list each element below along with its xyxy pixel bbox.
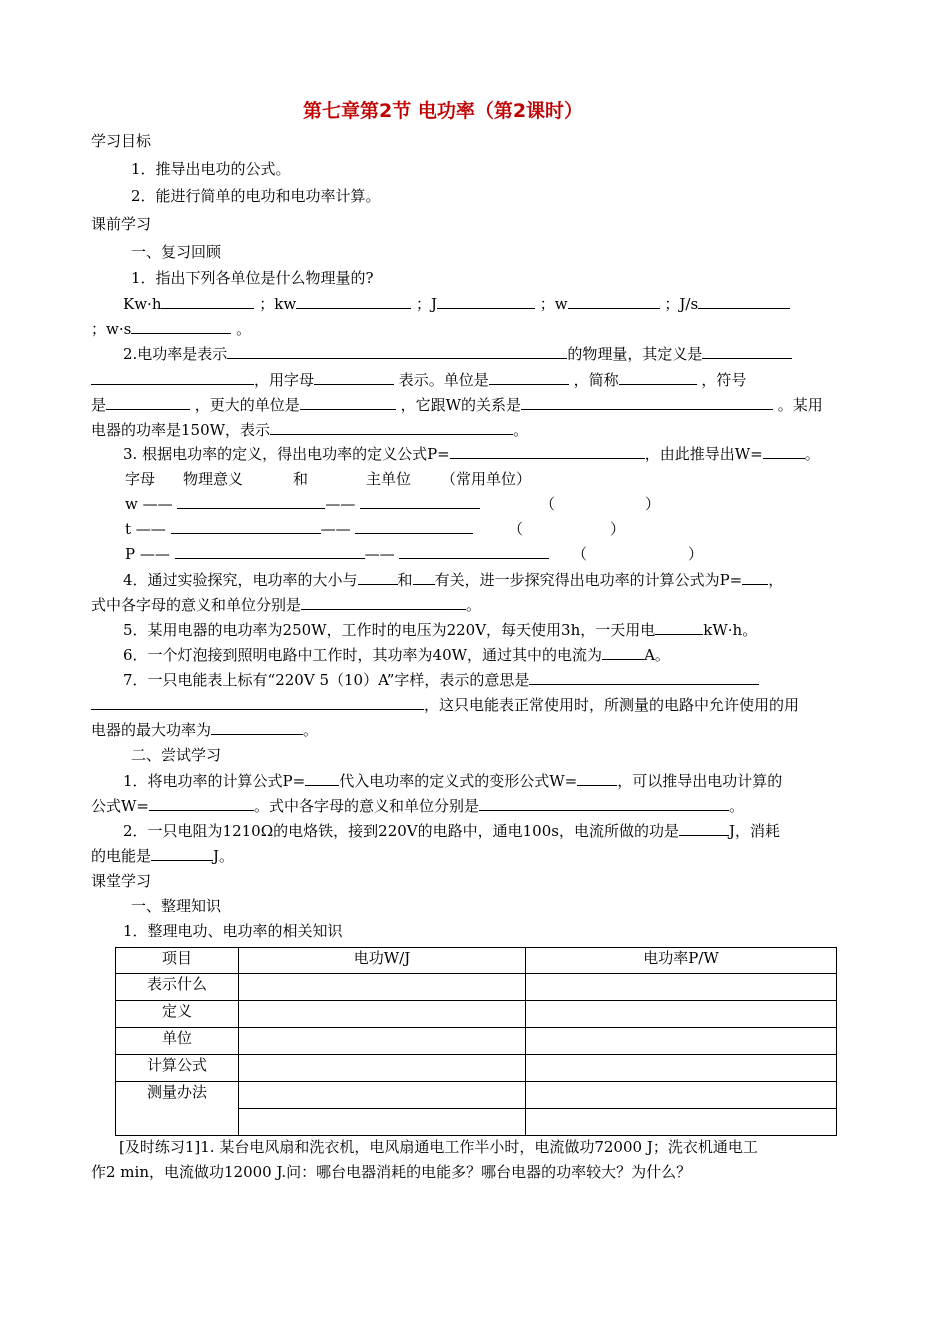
question-7-line-2: ，这只电能表正常使用时，所测量的电路中允许使用的用: [91, 695, 799, 715]
try-2-line-2: 的电能是 J。: [91, 847, 235, 865]
question-7-line-3: 电器的最大功率为 。: [91, 721, 319, 739]
blank[interactable]: [698, 294, 790, 309]
units-line: [123, 294, 790, 314]
blank[interactable]: [577, 771, 617, 786]
table-header: 项目: [116, 948, 239, 974]
unit-js: ；J/s: [664, 295, 699, 313]
blank[interactable]: [270, 420, 513, 435]
page-title: 第七章第2节 电功率（第2课时）: [303, 100, 584, 122]
question-1: 1．指出下列各单位是什么物理量的?: [131, 269, 374, 287]
question-2-line-2: ，用字母 表示。单位是 ，简称 ，符号: [91, 370, 746, 390]
blank[interactable]: [177, 494, 325, 509]
table-cell[interactable]: [239, 1055, 526, 1082]
blank[interactable]: [227, 344, 567, 359]
table-row-label: 测量办法: [116, 1082, 239, 1136]
question-3: 3. 根据电功率的定义，得出电功率的定义公式P= ，由此推导出W= 。: [123, 445, 820, 463]
table-row-label: 定义: [116, 1001, 239, 1028]
knowledge-table: [115, 947, 837, 1136]
blank[interactable]: [301, 595, 466, 610]
row-p: P —— ——: [125, 544, 549, 564]
table-cell[interactable]: [239, 1109, 526, 1136]
units-line-2: ；w·s 。: [91, 320, 252, 338]
table-cell[interactable]: [526, 1001, 837, 1028]
table-cell[interactable]: [526, 1028, 837, 1055]
question-7-line-1: 7．一只电能表上标有“220V 5（10）A”字样，表示的意思是: [123, 670, 759, 690]
blank[interactable]: [175, 544, 365, 559]
table-cell[interactable]: [526, 1109, 837, 1136]
col-letter: 字母: [125, 470, 156, 488]
blank[interactable]: [619, 370, 697, 385]
blank[interactable]: [300, 395, 396, 410]
goal-1: 1．推导出电功的公式。: [131, 160, 291, 178]
table-cell[interactable]: [526, 974, 837, 1001]
blank[interactable]: [679, 821, 729, 836]
section-heading-goals: 学习目标: [91, 132, 152, 150]
blank[interactable]: [151, 846, 213, 861]
blank[interactable]: [702, 344, 792, 359]
table-cell[interactable]: [526, 1082, 837, 1109]
blank[interactable]: [355, 519, 473, 534]
question-5: 5．某用电器的电功率为250W，工作时的电压为220V，每天使用3h，一天用电 kW·h。: [123, 621, 758, 639]
goal-2: 2．能进行简单的电功和电功率计算。: [131, 187, 381, 205]
table-row-label: 计算公式: [116, 1055, 239, 1082]
blank[interactable]: [305, 771, 339, 786]
blank[interactable]: [437, 294, 535, 309]
unit-j: ；J: [415, 295, 437, 313]
try-2-line-1: 2．一只电阻为1210Ω的电烙铁，接到220V的电路中，通电100s，电流所做的功是 J，消耗: [123, 822, 780, 840]
col-meaning: 物理意义: [183, 470, 244, 488]
question-6: 6．一个灯泡接到照明电路中工作时，其功率为40W，通过其中的电流为 A。: [123, 646, 670, 664]
unit-kw: ；kw: [259, 295, 297, 313]
col-main-unit: 主单位: [366, 470, 412, 488]
try-1-line-2: 公式W= 。式中各字母的意义和单位分别是 。: [91, 797, 745, 815]
part-heading-review: 一、复习回顾: [131, 243, 222, 261]
question-4-line-2: 式中各字母的意义和单位分别是 。: [91, 596, 482, 614]
blank[interactable]: [655, 620, 703, 635]
unit-ws: ；w·s: [91, 320, 132, 338]
section-heading-prelearn: 课前学习: [91, 215, 152, 233]
unit-kwh: Kw·h: [123, 295, 162, 313]
blank[interactable]: [360, 494, 480, 509]
question-2-line-4: 电器的功率是150W，表示 。: [91, 421, 529, 439]
exercise-line-1: [及时练习1]1. 某台电风扇和洗衣机，电风扇通电工作半小时，电流做功72000 J；洗衣机通电工: [119, 1138, 758, 1156]
blank[interactable]: [106, 395, 190, 410]
question-2-line-3: 是 ，更大的单位是 ，它跟W的关系是 。某用: [91, 396, 823, 414]
table-header: 电功W/J: [239, 948, 526, 974]
row-w: w —— ——: [125, 494, 480, 514]
col-common-unit: （常用单位）: [441, 470, 532, 488]
table-header: 电功率P/W: [526, 948, 837, 974]
try-1-line-1: 1．将电功率的计算公式P= 代入电功率的定义式的变形公式W= ，可以推导出电功计算的: [123, 772, 783, 790]
table-row-label: 单位: [116, 1028, 239, 1055]
knowledge-prompt: 1．整理电功、电功率的相关知识: [123, 922, 343, 940]
blank[interactable]: [91, 370, 254, 385]
blank[interactable]: [602, 645, 644, 660]
blank[interactable]: [763, 444, 805, 459]
blank[interactable]: [171, 519, 321, 534]
question-2-line-1: 2.电功率是表示 的物理量，其定义是: [123, 344, 792, 364]
blank[interactable]: [413, 570, 435, 585]
blank[interactable]: [149, 796, 254, 811]
table-cell[interactable]: [239, 1028, 526, 1055]
blank[interactable]: [131, 319, 231, 334]
blank[interactable]: [296, 294, 411, 309]
blank[interactable]: [742, 570, 768, 585]
blank[interactable]: [91, 695, 424, 710]
blank[interactable]: [358, 570, 398, 585]
blank[interactable]: [568, 294, 660, 309]
col-and: 和: [293, 470, 309, 488]
part-heading-organize: 一、整理知识: [131, 897, 222, 915]
blank[interactable]: [211, 720, 303, 735]
blank[interactable]: [161, 294, 254, 309]
table-cell[interactable]: [239, 1082, 526, 1109]
section-heading-class: 课堂学习: [91, 872, 152, 890]
table-cell[interactable]: [239, 974, 526, 1001]
table-cell[interactable]: [526, 1055, 837, 1082]
blank[interactable]: [529, 670, 759, 685]
table-cell[interactable]: [239, 1001, 526, 1028]
exercise-line-2: 作2 min，电流做功12000 J.问：哪台电器消耗的电能多？哪台电器的功率较大？为什么？: [91, 1163, 692, 1181]
table-row-label: 表示什么: [116, 974, 239, 1001]
blank[interactable]: [489, 370, 569, 385]
unit-w: ；w: [539, 295, 568, 313]
part-heading-try: 二、尝试学习: [131, 746, 222, 764]
row-t: t —— ——: [125, 519, 473, 539]
blank[interactable]: [314, 370, 394, 385]
blank[interactable]: [521, 395, 773, 410]
blank[interactable]: [479, 796, 729, 811]
blank[interactable]: [450, 444, 645, 459]
blank[interactable]: [399, 544, 549, 559]
question-4-line-1: 4．通过实验探究，电功率的大小与 和 有关，进一步探究得出电功率的计算公式为P= ，: [123, 571, 784, 589]
